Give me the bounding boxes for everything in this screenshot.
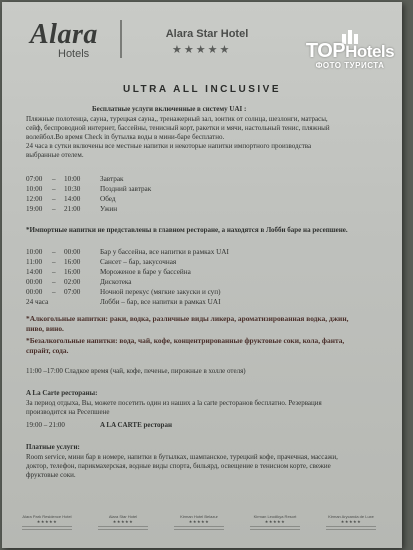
meal-to: 10:30 [64, 185, 81, 193]
footer-hotel-stars: ★★★★★ [188, 519, 210, 524]
alacarte-heading: A La Carte рестораны: [26, 389, 98, 397]
bar-label: Лобби – бар, все напитки в рамках UAI [100, 298, 221, 306]
footer-hotel [88, 514, 158, 530]
watermark-hotels: Hotels [345, 42, 395, 61]
alara-logo [30, 19, 120, 60]
paid-text [26, 453, 401, 480]
free-services-line: сейф, беспроводной интернет, бассейны, тенисный корт, ракетки и мячи, настольный тенис, пляжный [26, 124, 330, 132]
bar-dash: – [52, 288, 56, 296]
alacarte-name: A LA CARTE ресторан [100, 421, 172, 429]
bar-to: 00:00 [64, 248, 81, 256]
free-services-line: Пляжные полотенца, сауна, турецкая сауна,, тренажерный зал, зонтик от солнца, шезлонги, матрасы, [26, 115, 328, 123]
meal-label: Обед [100, 195, 116, 203]
bar-label: Сансет – бар, закусочная [100, 258, 177, 266]
footer-hotel [164, 514, 234, 530]
alacarte-time: 19:00 – 21:00 [26, 421, 65, 429]
bar-label: Дискотека [100, 278, 132, 286]
meal-dash: – [52, 175, 56, 183]
watermark-title [294, 40, 402, 63]
footer-hotel-name: Kirman Hotel Belazur [180, 514, 218, 519]
bar-from: 11:00 [26, 258, 43, 266]
menu-sheet [2, 2, 402, 548]
bar-label: Ночной перекус (мягкие закуски и суп) [100, 288, 221, 296]
hotel-chain-footer [2, 510, 402, 548]
watermark-top: TOP [305, 40, 346, 62]
alacarte-text [26, 399, 401, 417]
footer-divider [326, 526, 376, 530]
meal-to: 14:00 [64, 195, 81, 203]
meal-dash: – [52, 185, 56, 193]
free-services-line: волейбол.Во время Check in бутылка воды в мини-баре бесплатно. [26, 133, 225, 141]
logo-sub: Hotels [58, 48, 90, 60]
alcoholic-line: *Алкогольные напитки: раки, водка, различные виды ликера, ароматизированная водка, джин, [26, 314, 349, 323]
meal-from: 19:00 [26, 205, 43, 213]
soft-drinks [26, 336, 401, 356]
footer-hotel [240, 514, 310, 530]
alcoholic-line: пиво, вино. [26, 324, 64, 333]
footer-hotel-name: Kirman Leodikya Resort [253, 514, 297, 519]
footer-hotel [12, 514, 82, 530]
bar-from: 24 часа [26, 298, 49, 306]
footer-hotel [316, 514, 386, 530]
page-title: ULTRA ALL INCLUSIVE [122, 84, 282, 95]
footer-divider [22, 526, 72, 530]
bar-dash: – [52, 258, 56, 266]
bar-from: 00:00 [26, 288, 43, 296]
hotel-stars: ★★★★★ [172, 44, 232, 56]
footer-divider [250, 526, 300, 530]
alacarte-line: За период отдыха, Вы, можете посетить один из наших a la carte ресторанов бесплатно. Резервация [26, 399, 322, 407]
meal-dash: – [52, 205, 56, 213]
footer-hotel-name: Alara Star Hotel [108, 514, 138, 519]
meal-to: 10:00 [64, 175, 81, 183]
bar-from: 00:00 [26, 278, 43, 286]
tophotels-watermark [294, 28, 402, 84]
meal-from: 10:00 [26, 185, 43, 193]
bar-to: 07:00 [64, 288, 81, 296]
meal-label: Завтрак [100, 175, 124, 183]
sweet-time: 11:00 –17:00 Сладкое время (чай, кофе, печенье, пирожные в холле отеля) [26, 367, 246, 375]
header-divider [120, 20, 122, 58]
meal-to: 21:00 [64, 205, 81, 213]
footer-divider [174, 526, 224, 530]
bar-to: 02:00 [64, 278, 81, 286]
free-services-text [26, 115, 396, 160]
paid-heading: Платные услуги: [26, 443, 80, 451]
paid-line: доктор, телефон, парикмахерская, водные виды спорта, бильярд, освещение в тенисном корте, свежие [26, 462, 331, 470]
footer-hotel-name: Alara Park Residence Hotel [22, 514, 72, 519]
logo-brand: Alara [30, 19, 98, 50]
bar-to: 16:00 [64, 268, 81, 276]
free-services-heading: Бесплатные услуги включенные в систему UAI : [92, 105, 247, 113]
bar-dash: – [52, 248, 56, 256]
bar-label: Бар у бассейна, все напитки в рамках UAI [100, 248, 229, 256]
soft-line: *Безалкогольные напитки: вода, чай, кофе, концентрированные фруктовые соки, кола, фанта, [26, 336, 345, 345]
free-services-line: 24 часа в сутки включены все местные напитки и некоторые напитки импортного производства [26, 142, 312, 150]
bar-from: 10:00 [26, 248, 43, 256]
paid-line: фруктовые соки. [26, 471, 76, 479]
meal-label: Поздний завтрак [100, 185, 152, 193]
bar-label: Мороженое в баре у бассейна [100, 268, 191, 276]
meal-label: Ужин [100, 205, 118, 213]
footer-hotel-stars: ★★★★★ [264, 519, 286, 524]
alcoholic-drinks [26, 314, 401, 334]
bar-to: 16:00 [64, 258, 81, 266]
paid-line: Room service, мини бар в номере, напитки в бутылках, шампанское, турецкий кофе, прачечная, массажи, [26, 453, 338, 461]
watermark-subtitle: ФОТО ТУРИСТА [315, 61, 385, 70]
footer-hotel-name: Kirman Arycanda de Luxe [328, 514, 374, 519]
imported-drinks-note: *Импортные напитки не представлены в главном ресторане, а находятся в Лобби баре на ресепшене. [26, 226, 348, 234]
footer-hotel-stars: ★★★★★ [112, 519, 134, 524]
free-services-line: выбранные отелем. [26, 151, 84, 159]
meal-from: 12:00 [26, 195, 43, 203]
meal-dash: – [52, 195, 56, 203]
bar-dash: – [52, 278, 56, 286]
bar-from: 14:00 [26, 268, 43, 276]
alacarte-line: производится на Ресепшене [26, 408, 110, 416]
soft-line: спрайт, сода. [26, 346, 69, 355]
footer-hotel-stars: ★★★★★ [36, 519, 58, 524]
footer-hotel-stars: ★★★★★ [340, 519, 362, 524]
footer-divider [98, 526, 148, 530]
hotel-name: Alara Star Hotel [165, 28, 249, 40]
bar-dash: – [52, 268, 56, 276]
meal-from: 07:00 [26, 175, 43, 183]
